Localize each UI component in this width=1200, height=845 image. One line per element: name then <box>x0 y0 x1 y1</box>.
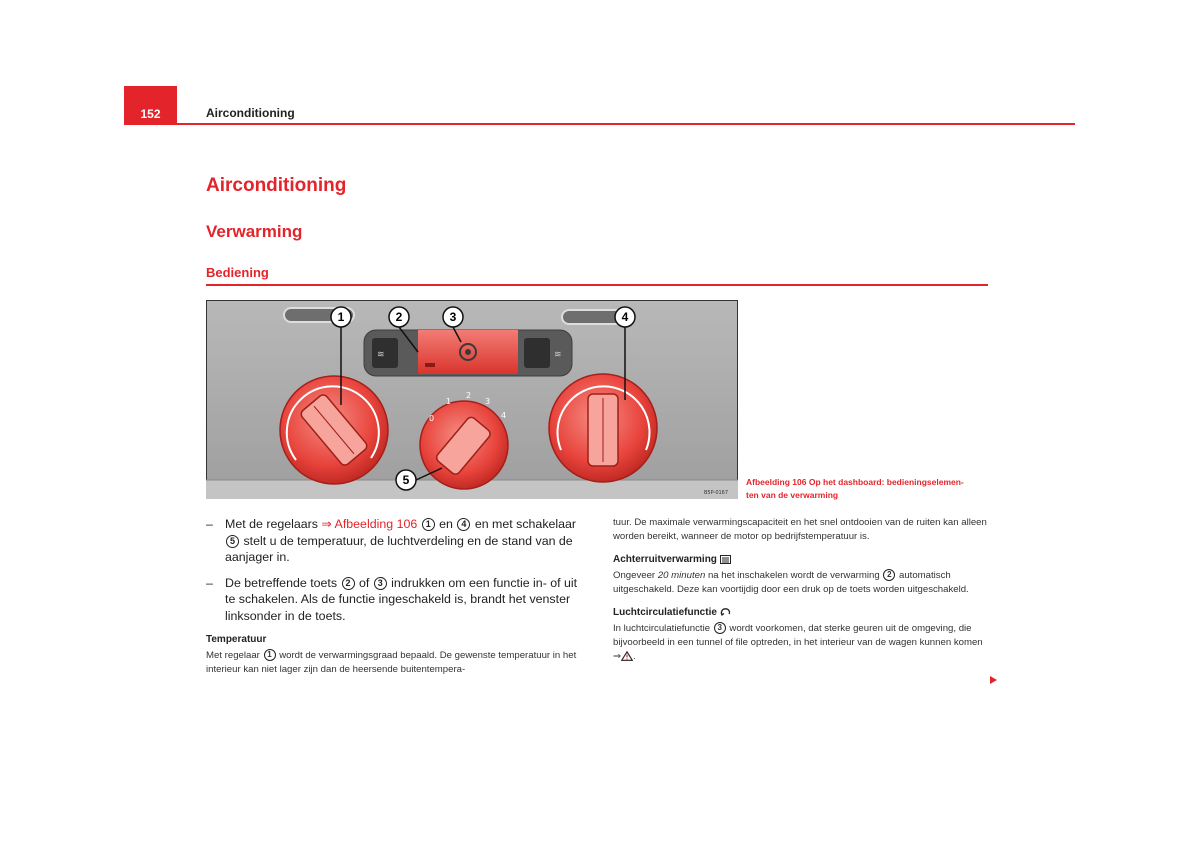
continue-arrow-icon <box>990 676 997 684</box>
svg-text:≋: ≋ <box>377 350 385 360</box>
fan-scale-1: 1 <box>446 397 452 406</box>
temperature-knob <box>280 376 388 484</box>
rear-window-heater-icon <box>720 555 731 564</box>
recirculation-icon <box>720 608 732 617</box>
page-number: 152 <box>124 86 177 124</box>
callout-ref: 4 <box>457 518 470 531</box>
figure-reference-link[interactable]: ⇒ Afbeelding 106 <box>321 517 418 531</box>
svg-text:3: 3 <box>449 310 457 324</box>
fan-scale-4: 4 <box>501 411 507 420</box>
temperature-heading: Temperatuur <box>206 634 267 645</box>
svg-text:≋: ≋ <box>554 350 562 360</box>
svg-text:5: 5 <box>402 473 410 487</box>
svg-text:4: 4 <box>621 310 629 324</box>
figure-code: B5P-0167 <box>704 490 729 496</box>
caption-label: Afbeelding 106 <box>746 477 807 487</box>
callout-ref: 3 <box>374 577 387 590</box>
air-distribution-knob <box>549 374 657 482</box>
warning-icon <box>621 651 633 661</box>
heater-controls-figure <box>206 300 738 499</box>
recirculation-paragraph: In luchtcirculatiefunctie 3 wordt voorkomen, dat sterke geuren uit de omgeving, die bijvoorbeeld in een tunnel of file optreden, in het interieur van de wagen kunnen komen ⇒ . <box>613 623 983 662</box>
callout-ref: 2 <box>883 569 895 581</box>
left-column <box>206 516 582 677</box>
list-item: – De betreffende toets 2 of 3 indrukken om een functie in- of uit te schakelen. Als de functie ingeschakeld is, brandt het venster linksonder in de toets. <box>206 575 578 623</box>
callout-ref: 1 <box>264 649 276 661</box>
continued-paragraph: tuur. De maximale verwarmingscapaciteit en het snel ontdooien van de ruiten kan alleen worden bereikt, wanneer de motor op bedrijfstemperatuur is. <box>613 517 987 542</box>
fan-scale-2: 2 <box>466 391 472 400</box>
figure-caption <box>746 476 990 502</box>
callout-ref: 1 <box>422 518 435 531</box>
caption-text: Op het dashboard: bedieningselemen- <box>808 477 964 487</box>
svg-text:1: 1 <box>337 310 345 324</box>
dashboard-illustration <box>206 300 738 499</box>
header-rule <box>124 123 1075 125</box>
section-title: Verwarming <box>206 222 303 241</box>
callout-ref: 5 <box>226 535 239 548</box>
warning-reference[interactable]: ⇒ <box>613 651 622 662</box>
running-title: Airconditioning <box>206 106 295 120</box>
recirculation-heading: Luchtcirculatiefunctie <box>613 607 988 618</box>
chapter-title: Airconditioning <box>206 175 347 196</box>
rear-window-heading: Achterruitverwarming <box>613 554 988 565</box>
fan-scale-0: 0 <box>429 414 435 423</box>
rear-window-paragraph: Ongeveer 20 minuten na het inschakelen wordt de verwarming 2 automatisch uitgeschakeld. Deze kan voortijdig door een druk op de toets worden uitgeschakeld. <box>613 570 969 595</box>
svg-text:2: 2 <box>395 310 403 324</box>
callout-ref: 3 <box>714 622 726 634</box>
callout-ref: 2 <box>342 577 355 590</box>
right-column <box>613 516 988 664</box>
fan-scale-3: 3 <box>485 397 491 406</box>
subsection-title: Bediening <box>206 265 269 280</box>
list-item: – Met de regelaars ⇒ Afbeelding 106 1 en 4 en met schakelaar 5 stelt u de temperatuur, de luchtverdeling en de stand van de aanjager in. <box>206 517 577 564</box>
temperature-paragraph: Met regelaar 1 wordt de verwarmingsgraad bepaald. De gewenste temperatuur in het interieur kan niet lager zijn dan de heersende buitentempera- <box>206 650 577 675</box>
caption-text-2: ten van de verwarming <box>746 490 839 500</box>
subsection-rule <box>206 284 988 286</box>
